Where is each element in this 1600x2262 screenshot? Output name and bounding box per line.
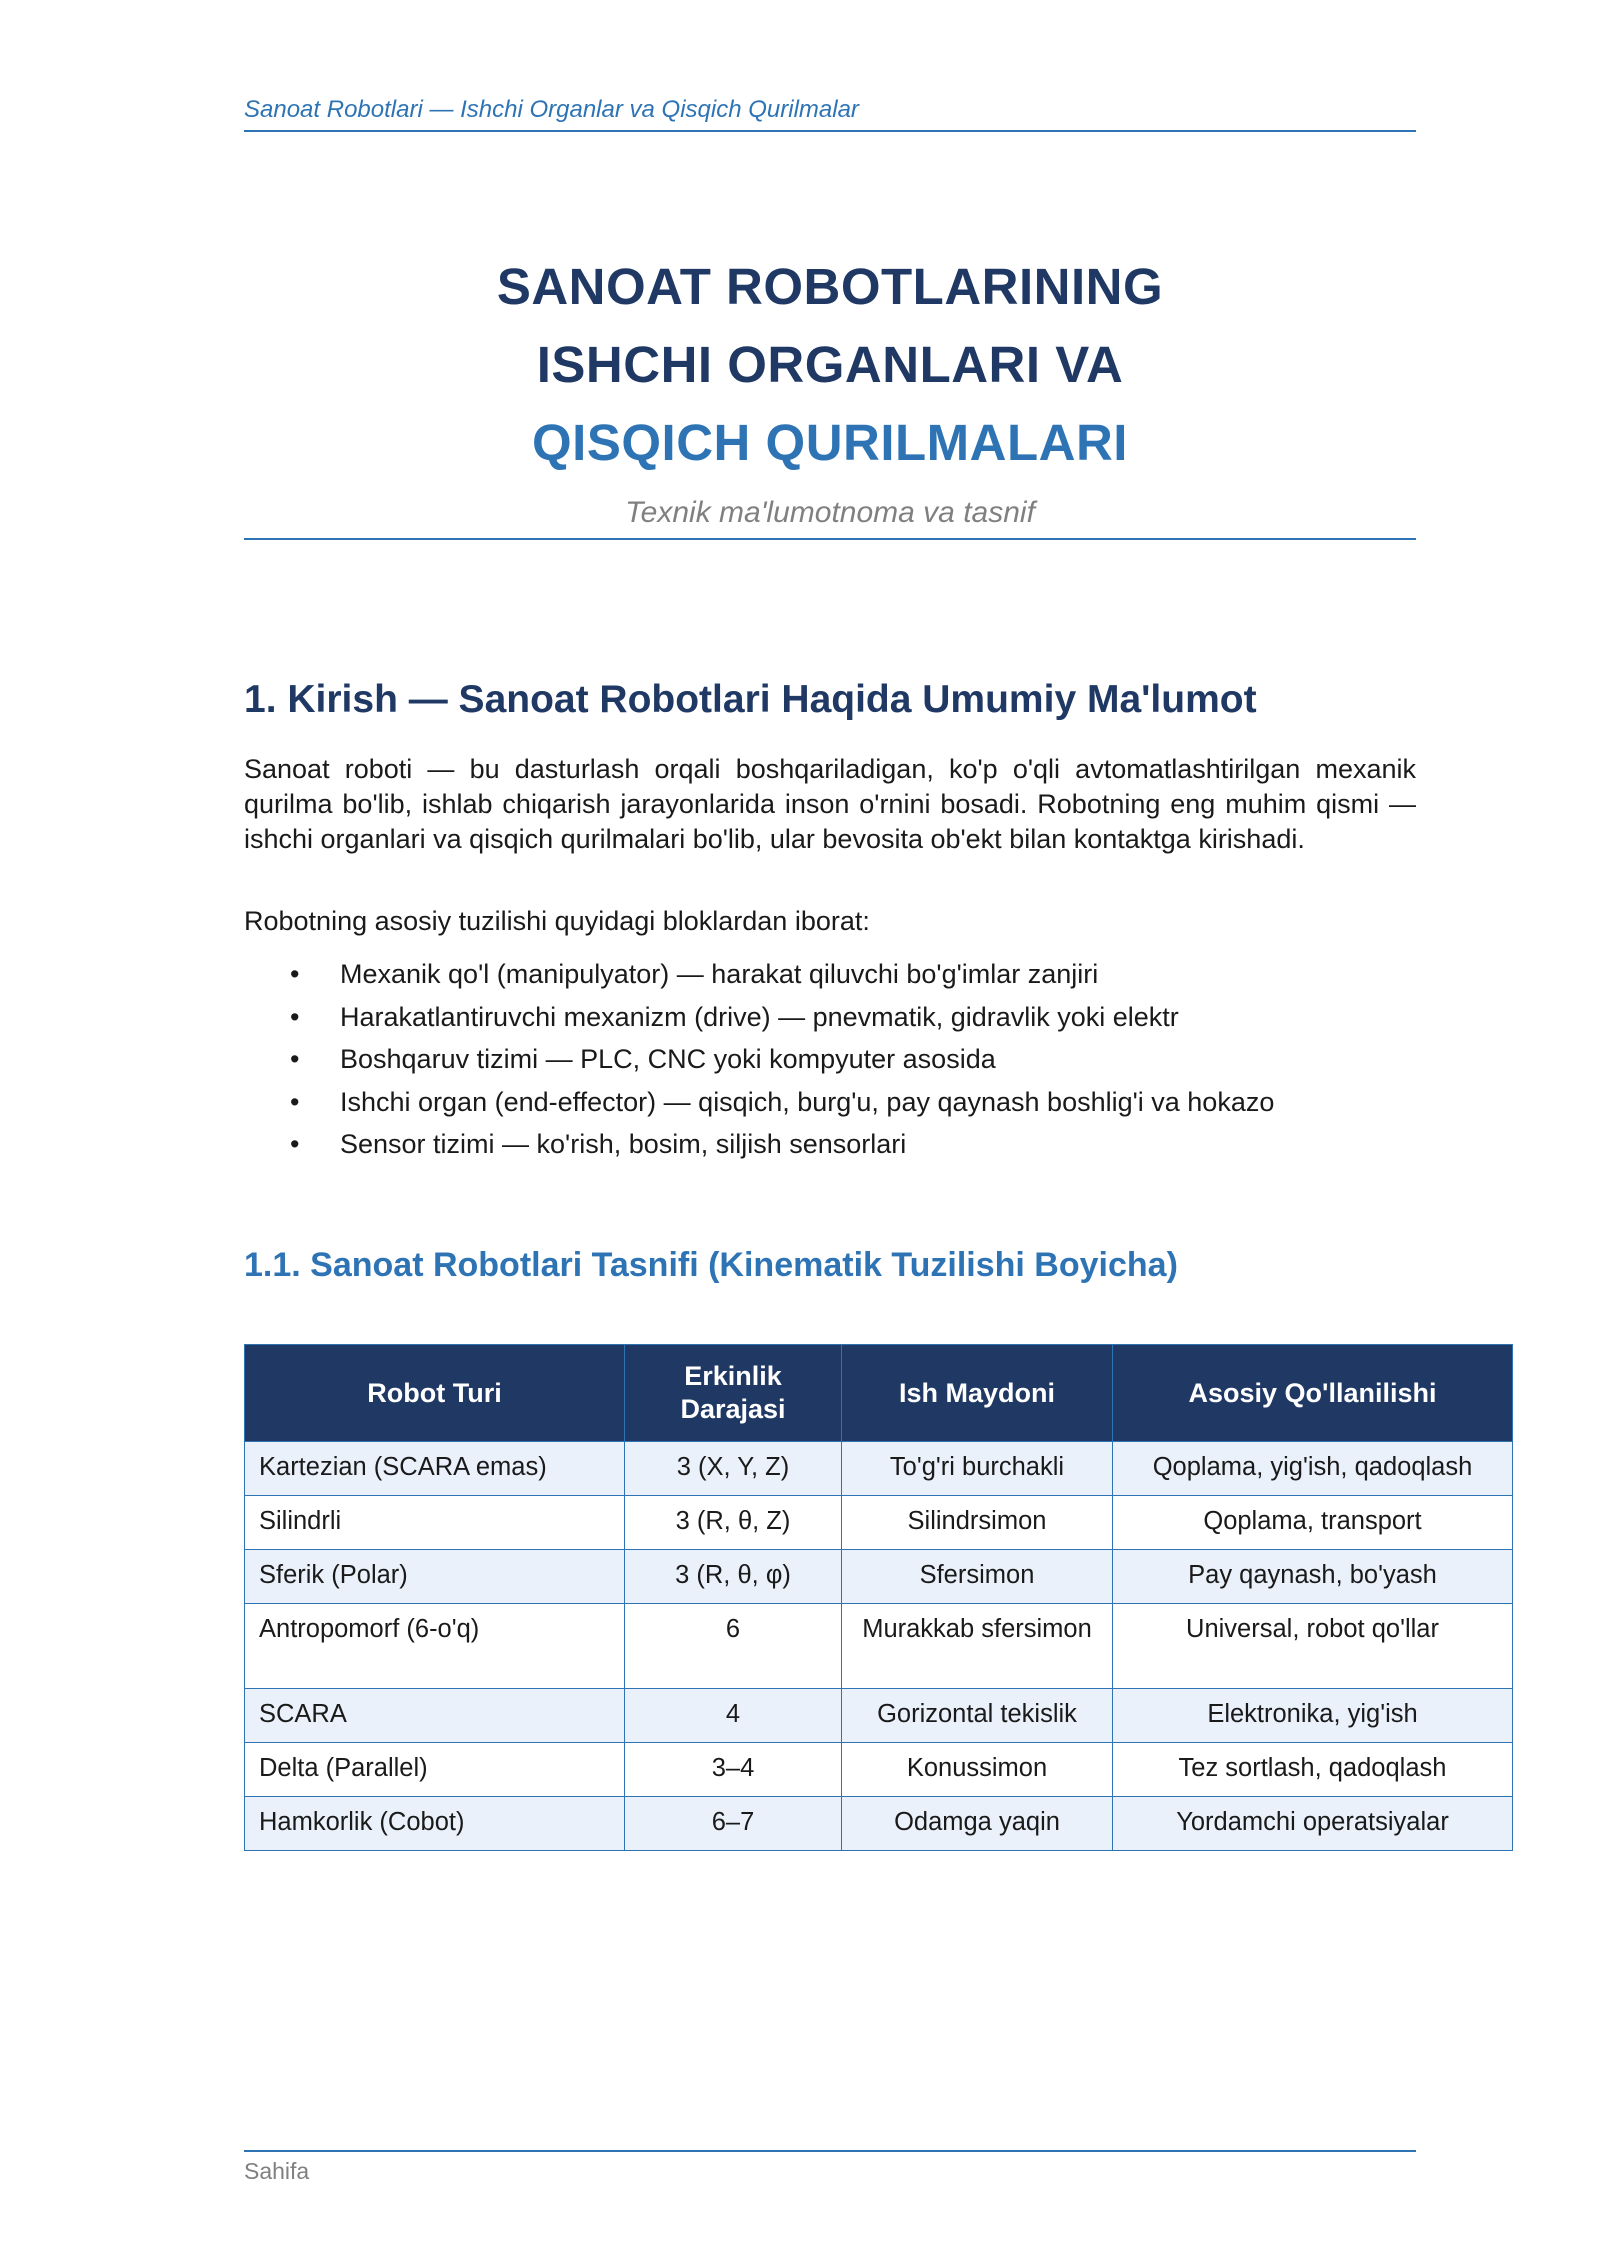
table-cell: 3 (R, θ, Z) (625, 1496, 842, 1550)
table-cell: 6–7 (625, 1797, 842, 1851)
table-cell: Delta (Parallel) (245, 1743, 625, 1797)
table-cell: 4 (625, 1689, 842, 1743)
bullet-icon: • (290, 1129, 300, 1159)
robot-classification-table (244, 1344, 1513, 1851)
table-cell: Qoplama, transport (1113, 1496, 1513, 1550)
table-row (245, 1743, 1513, 1797)
list-item (244, 953, 1416, 996)
document-subtitle: Texnik ma'lumotnoma va tasnif (625, 496, 1035, 529)
structure-bullet-list (244, 953, 1416, 1166)
table-cell: Kartezian (SCARA emas) (245, 1442, 625, 1496)
table-cell: Antropomorf (6-o'q) (245, 1604, 625, 1689)
table-row (245, 1604, 1513, 1689)
table-cell: Qoplama, yig'ish, qadoqlash (1113, 1442, 1513, 1496)
table-cell: 6 (625, 1604, 842, 1689)
table-cell: Konussimon (842, 1743, 1113, 1797)
title-block (244, 248, 1416, 530)
table-row (245, 1442, 1513, 1496)
table-cell: Hamkorlik (Cobot) (245, 1797, 625, 1851)
document-title-line-1: SANOAT ROBOTLARINING (496, 258, 1164, 315)
bullet-icon: • (290, 959, 300, 989)
section-1-1-heading: 1.1. Sanoat Robotlari Tasnifi (Kinematik Tuzilishi Boyicha) (244, 1246, 1178, 1284)
intro-paragraph: Sanoat roboti — bu dasturlash orqali boshqariladigan, ko'p o'qli avtomatlashtirilgan mexanik qurilma bo'lib, ishlab chiqarish jarayonlarida inson o'rnini bosadi. Robotning eng muhim qismi — ishchi organlari va qisqich qurilmalari bo'lib, ular bevosita ob'ekt bilan kontaktga kirishadi. (244, 754, 1416, 854)
table-row (245, 1550, 1513, 1604)
table-cell: To'g'ri burchakli (842, 1442, 1113, 1496)
column-header: Erkinlik Darajasi (625, 1345, 842, 1442)
table-cell: Sferik (Polar) (245, 1550, 625, 1604)
column-header: Robot Turi (245, 1345, 625, 1442)
table-cell: 3 (R, θ, φ) (625, 1550, 842, 1604)
list-item-text: Harakatlantiruvchi mexanizm (drive) — pnevmatik, gidravlik yoki elektr (340, 1001, 1179, 1032)
title-divider (244, 538, 1416, 540)
table-cell: Universal, robot qo'llar (1113, 1604, 1513, 1689)
list-item-text: Sensor tizimi — ko'rish, bosim, siljish sensorlari (340, 1129, 907, 1159)
table-cell: Odamga yaqin (842, 1797, 1113, 1851)
table-cell: SCARA (245, 1689, 625, 1743)
table-cell: Yordamchi operatsiyalar (1113, 1797, 1513, 1851)
table-row (245, 1797, 1513, 1851)
list-item (244, 1123, 1416, 1166)
table-cell: Silindrsimon (842, 1496, 1113, 1550)
bullet-icon: • (290, 1086, 300, 1117)
table-cell: Pay qaynash, bo'yash (1113, 1550, 1513, 1604)
table-row (245, 1689, 1513, 1743)
table-header-row (245, 1345, 1513, 1442)
column-header: Ish Maydoni (842, 1345, 1113, 1442)
list-item (244, 1038, 1416, 1081)
table-cell: Gorizontal tekislik (842, 1689, 1113, 1743)
table-cell: 3–4 (625, 1743, 842, 1797)
footer-divider (244, 2150, 1416, 2152)
section-1-heading: 1. Kirish — Sanoat Robotlari Haqida Umumiy Ma'lumot (244, 678, 1257, 721)
table-cell: Elektronika, yig'ish (1113, 1689, 1513, 1743)
list-item (244, 1081, 1416, 1124)
document-title-line-2: ISHCHI ORGANLARI VA (536, 336, 1124, 393)
running-header: Sanoat Robotlari — Ishchi Organlar va Qisqich Qurilmalar (244, 96, 1416, 132)
table-cell: Tez sortlash, qadoqlash (1113, 1743, 1513, 1797)
list-item-text: Boshqaruv tizimi — PLC, CNC yoki kompyuter asosida (340, 1044, 996, 1074)
document-title-line-3: QISQICH QURILMALARI (532, 414, 1128, 471)
column-header: Asosiy Qo'llanilishi (1113, 1345, 1513, 1442)
list-item-text: Mexanik qo'l (manipulyator) — harakat qiluvchi bo'g'imlar zanjiri (340, 959, 1099, 989)
bullet-icon: • (290, 1001, 300, 1032)
list-item-text: Ishchi organ (end-effector) — qisqich, burg'u, pay qaynash boshlig'i va hokazo (340, 1086, 1275, 1117)
table-cell: 3 (X, Y, Z) (625, 1442, 842, 1496)
page-footer: Sahifa (244, 2158, 310, 2184)
table-cell: Sfersimon (842, 1550, 1113, 1604)
table-row (245, 1496, 1513, 1550)
table-cell: Silindrli (245, 1496, 625, 1550)
structure-paragraph: Robotning asosiy tuzilishi quyidagi bloklardan iborat: (244, 906, 870, 936)
bullet-icon: • (290, 1044, 300, 1074)
list-item (244, 996, 1416, 1039)
table-cell: Murakkab sfersimon (842, 1604, 1113, 1689)
